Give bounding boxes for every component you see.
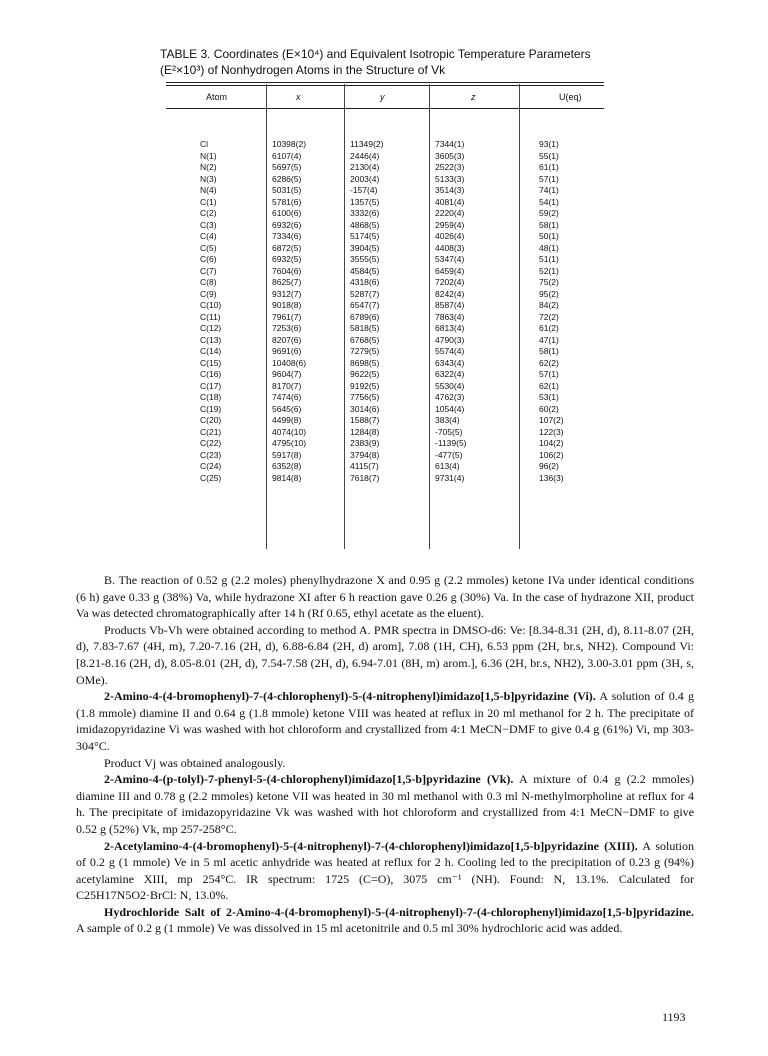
cell-x: 5781(6)	[272, 196, 302, 207]
cell-x: 4499(8)	[272, 415, 302, 425]
paragraph	[76, 904, 694, 937]
cell-y: 2446(4)	[350, 150, 380, 161]
table-row	[166, 346, 604, 358]
column-divider	[519, 84, 520, 549]
table-row	[166, 197, 604, 209]
cell-y: 9192(5)	[350, 380, 380, 391]
table-row	[166, 151, 604, 163]
cell-z: 3514(3)	[435, 185, 465, 195]
cell-z: -1139(5)	[435, 438, 467, 448]
paragraph-text: A solution of 0.4 g (1.8 mmole) diamine II and 0.64 g (1.8 mmole) ketone VIII was heated at reflux in 20 ml methanol for 2 h. The precipitate of imidazopyridazine Vi was washed with hot chloroform and crystallized from 4:1 MeCN−DMF to give 0.4 g (61%) Vi, mp 303-304°C.	[76, 689, 695, 753]
table-caption	[160, 46, 630, 78]
cell-atom: N(4)	[200, 185, 217, 195]
cell-atom: C(25)	[200, 472, 222, 483]
column-divider	[266, 84, 267, 549]
table-row	[166, 220, 604, 232]
table-row	[166, 289, 604, 301]
cell-x: 5697(5)	[272, 162, 302, 172]
paragraph-text: Product Vj was obtained analogously.	[104, 755, 286, 770]
paragraph	[76, 572, 694, 622]
paragraph	[76, 755, 694, 772]
cell-ueq: 84(2)	[539, 300, 559, 310]
cell-ueq: 62(2)	[539, 357, 559, 368]
table-row	[166, 450, 604, 462]
paragraph	[76, 688, 694, 754]
cell-x: 6107(4)	[272, 150, 302, 161]
header-atom: Atom	[206, 92, 228, 102]
cell-atom: C(2)	[200, 208, 217, 218]
cell-x: 7334(6)	[272, 231, 302, 241]
table-row	[166, 438, 604, 450]
cell-ueq: 54(1)	[539, 196, 559, 207]
cell-ueq: 106(2)	[539, 449, 564, 460]
cell-x: 9312(7)	[272, 288, 302, 299]
cell-y: 4115(7)	[350, 461, 379, 471]
cell-y: 3904(5)	[350, 242, 380, 253]
cell-z: 4408(3)	[435, 242, 465, 253]
cell-y: 6789(6)	[350, 311, 380, 322]
cell-ueq: 61(2)	[539, 323, 559, 333]
cell-atom: C(14)	[200, 346, 222, 356]
table-row	[166, 243, 604, 255]
table-row	[166, 427, 604, 439]
cell-z: 7863(4)	[435, 311, 465, 322]
cell-z: 9731(4)	[435, 472, 465, 483]
cell-x: 10398(2)	[272, 139, 307, 149]
cell-x: 6100(6)	[272, 208, 302, 218]
cell-atom: C(4)	[200, 231, 217, 241]
cell-y: 2003(4)	[350, 173, 380, 184]
cell-ueq: 57(1)	[539, 173, 559, 184]
table-row	[166, 300, 604, 312]
paragraph-heading: Hydrochloride Salt of 2-Amino-4-(4-bromophenyl)-5-(4-nitrophenyl)-7-(4-chlorophenyl)imidazo[1,5-b]pyridazine.	[104, 904, 694, 919]
cell-z: -705(5)	[435, 426, 463, 437]
table-row	[166, 185, 604, 197]
cell-ueq: 75(2)	[539, 277, 559, 287]
cell-y: -157(4)	[350, 185, 378, 195]
paragraph-heading: 2-Amino-4-(p-tolyl)-7-phenyl-5-(4-chlorophenyl)imidazo[1,5-b]pyridazine (Vk).	[104, 772, 514, 787]
cell-x: 6872(5)	[272, 242, 302, 253]
cell-ueq: 50(1)	[539, 231, 559, 241]
column-divider	[429, 84, 430, 549]
cell-y: 11349(2)	[350, 139, 384, 149]
cell-x: 7604(6)	[272, 265, 302, 276]
cell-z: 3605(3)	[435, 150, 465, 161]
page-number: 1193	[662, 1010, 686, 1024]
cell-atom: C(1)	[200, 196, 217, 207]
cell-x: 5917(8)	[272, 449, 302, 460]
cell-x: 7253(6)	[272, 323, 302, 333]
cell-atom: C(7)	[200, 265, 217, 276]
cell-x: 8625(7)	[272, 277, 302, 287]
cell-atom: C(17)	[200, 380, 222, 391]
cell-atom: C(15)	[200, 357, 222, 368]
cell-z: 4762(3)	[435, 392, 465, 402]
cell-atom: C(24)	[200, 461, 222, 471]
cell-z: 6343(4)	[435, 357, 465, 368]
cell-ueq: 96(2)	[539, 461, 559, 471]
cell-x: 4795(10)	[272, 438, 307, 448]
table-row	[166, 323, 604, 335]
cell-z: 4026(4)	[435, 231, 465, 241]
cell-y: 3014(6)	[350, 403, 380, 414]
paragraph-text: A sample of 0.2 g (1 mmole) Ve was dissolved in 15 ml acetonitrile and 0.5 ml 30% hydrochloric acid was added.	[76, 921, 623, 936]
cell-y: 5174(5)	[350, 231, 380, 241]
caption-line-2: (E²×10³) of Nonhydrogen Atoms in the Structure of Vk	[160, 63, 446, 77]
cell-atom: C(8)	[200, 277, 217, 287]
cell-y: 4318(6)	[350, 277, 380, 287]
paragraph-text: Products Vb-Vh were obtained according to method A. PMR spectra in DMSO-d6: Ve: [8.34-8.31 (2H, d), 8.11-8.07 (2H, d), 7.83-7.67 (4H, m), 7.20-7.16 (2H, d), 6.88-6.84 (2H, d) arom], 7.08 (1H, CH), 6.53 ppm (2H, br.s, NH2). Compound Vi: [8.21-8.16 (2H, d), 8.05-8.01 (2H, d), 7.54-7.58 (2H, d), 6.94-7.01 (8H, m) arom.], 6.36 (2H, br.s, NH2), 3.00-3.01 ppm (3H, s, OMe).	[76, 622, 694, 687]
cell-atom: C(5)	[200, 242, 217, 253]
cell-atom: C(9)	[200, 288, 217, 299]
cell-x: 7961(7)	[272, 311, 302, 322]
cell-x: 9814(8)	[272, 472, 302, 483]
cell-atom: C(6)	[200, 254, 217, 264]
cell-ueq: 57(1)	[539, 369, 559, 379]
cell-ueq: 55(1)	[539, 150, 559, 161]
paragraph	[76, 838, 694, 904]
table-row	[166, 404, 604, 416]
cell-ueq: 60(2)	[539, 403, 559, 414]
cell-atom: C(12)	[200, 323, 222, 333]
table-row	[166, 358, 604, 370]
cell-y: 7618(7)	[350, 472, 380, 483]
cell-z: 6813(4)	[435, 323, 465, 333]
header-x: x	[296, 92, 301, 102]
cell-y: 3794(8)	[350, 449, 380, 460]
paragraph-text: B. The reaction of 0.52 g (2.2 moles) phenylhydrazone X and 0.95 g (2.2 mmoles) ketone IVa under identical conditions (6 h) gave 0.33 g (38%) Va, while hydrazone XI after 6 h reaction gave 0.26 g (30%) Va. In the case of hydrazone XII, product Va was detected chromatographically after 14 h (Rf 0.65, ethyl acetate as the eluent).	[76, 573, 694, 621]
cell-z: 5574(4)	[435, 346, 465, 356]
cell-z: 2959(4)	[435, 219, 465, 230]
cell-y: 7756(5)	[350, 392, 380, 402]
paragraph	[76, 771, 694, 837]
table-row	[166, 139, 604, 151]
table-row	[166, 174, 604, 186]
table-row	[166, 277, 604, 289]
cell-ueq: 62(1)	[539, 380, 559, 391]
table-row	[166, 312, 604, 324]
cell-atom: C(23)	[200, 449, 222, 460]
cell-x: 6932(6)	[272, 219, 302, 230]
header-y: y	[380, 92, 385, 102]
cell-z: 8242(4)	[435, 288, 465, 299]
cell-atom: C(13)	[200, 334, 222, 345]
table-row	[166, 369, 604, 381]
cell-atom: C(20)	[200, 415, 222, 425]
cell-z: 5133(3)	[435, 173, 465, 184]
cell-ueq: 74(1)	[539, 185, 559, 195]
paragraph-heading: 2-Amino-4-(4-bromophenyl)-7-(4-chlorophenyl)-5-(4-nitrophenyl)imidazo[1,5-b]pyridazine (Vi).	[104, 689, 596, 704]
cell-ueq: 53(1)	[539, 392, 559, 402]
cell-z: 1054(4)	[435, 403, 465, 414]
table-header-row	[166, 86, 604, 108]
cell-atom: N(1)	[200, 150, 217, 161]
cell-ueq: 59(2)	[539, 208, 559, 218]
cell-z: 6322(4)	[435, 369, 465, 379]
table-row	[166, 162, 604, 174]
table-row	[166, 461, 604, 473]
cell-ueq: 93(1)	[539, 139, 559, 149]
table-row	[166, 254, 604, 266]
cell-atom: C(16)	[200, 369, 222, 379]
cell-x: 5031(5)	[272, 185, 302, 195]
cell-z: 8587(4)	[435, 300, 465, 310]
table-row	[166, 208, 604, 220]
cell-atom: Cl	[200, 139, 209, 149]
paragraph-text: A mixture of 0.4 g (2.2 mmoles) diamine III and 0.78 g (2.2 mmoles) ketone VII was heated in 30 ml methanol with 0.3 ml N-methylmorpholine at reflux for 4 h. The precipitate of imidazopyridazine Vk was washed with hot chloroform and crystallized from 4:1 MeCN−DMF to give 0.52 g (52%) Vk, mp 257-258°C.	[76, 772, 694, 836]
cell-y: 5287(7)	[350, 288, 380, 299]
cell-z: 5347(4)	[435, 254, 465, 264]
cell-z: 2220(4)	[435, 208, 465, 218]
cell-y: 2130(4)	[350, 162, 380, 172]
table-row	[166, 266, 604, 278]
cell-x: 10408(6)	[272, 357, 307, 368]
cell-x: 7474(6)	[272, 392, 302, 402]
table-row	[166, 381, 604, 393]
cell-y: 6768(5)	[350, 334, 380, 345]
header-ueq: U(eq)	[559, 92, 582, 102]
coordinates-table	[166, 82, 604, 549]
cell-x: 9604(7)	[272, 369, 302, 379]
caption-line-1: TABLE 3. Coordinates (E×10⁴) and Equivalent Isotropic Temperature Parameters	[160, 47, 591, 61]
cell-atom: C(19)	[200, 403, 222, 414]
cell-ueq: 51(1)	[539, 254, 559, 264]
cell-z: 7202(4)	[435, 277, 465, 287]
cell-ueq: 58(1)	[539, 219, 559, 230]
cell-z: -477(5)	[435, 449, 463, 460]
column-divider	[344, 84, 345, 549]
paragraph-text: A solution of 0.2 g (1 mmole) Ve in 5 ml acetic anhydride was heated at reflux for 2 h. Cooling led to the precipitation of 0.23 g (94%) acetylamine XIII, mp 254°C. IR spectrum: 1725 (C=O), 3075 cm⁻¹ (NH). Found: N, 13.1%. Calculated for C25H17N5O2·BrCl: N, 13.0%.	[76, 838, 694, 903]
cell-z: 6459(4)	[435, 265, 465, 276]
cell-y: 9622(5)	[350, 369, 380, 379]
cell-atom: N(3)	[200, 173, 217, 184]
cell-z: 613(4)	[435, 461, 460, 471]
cell-z: 4790(3)	[435, 334, 465, 345]
paragraph-heading: 2-Acetylamino-4-(4-bromophenyl)-5-(4-nitrophenyl)-7-(4-chlorophenyl)imidazo[1,5-b]pyridazine (XIII).	[104, 838, 638, 853]
cell-y: 1588(7)	[350, 415, 380, 425]
cell-y: 6547(7)	[350, 300, 380, 310]
paragraph	[76, 622, 694, 688]
cell-z: 2522(3)	[435, 162, 465, 172]
cell-x: 6286(5)	[272, 173, 302, 184]
cell-ueq: 104(2)	[539, 438, 564, 448]
cell-x: 5645(6)	[272, 403, 302, 414]
cell-y: 8698(5)	[350, 357, 380, 368]
cell-atom: C(21)	[200, 426, 222, 437]
cell-atom: C(22)	[200, 438, 222, 448]
cell-y: 1284(8)	[350, 426, 380, 437]
cell-x: 6352(8)	[272, 461, 302, 471]
cell-y: 3555(5)	[350, 254, 380, 264]
cell-ueq: 72(2)	[539, 311, 559, 322]
cell-y: 5818(5)	[350, 323, 380, 333]
cell-ueq: 107(2)	[539, 415, 564, 425]
cell-ueq: 47(1)	[539, 334, 559, 345]
cell-y: 3332(6)	[350, 208, 380, 218]
cell-y: 4584(5)	[350, 265, 380, 276]
table-row	[166, 335, 604, 347]
cell-x: 6932(5)	[272, 254, 302, 264]
cell-atom: C(18)	[200, 392, 222, 402]
table-row	[166, 392, 604, 404]
cell-x: 9691(6)	[272, 346, 302, 356]
body-text	[76, 572, 694, 937]
cell-z: 4081(4)	[435, 196, 465, 207]
cell-ueq: 48(1)	[539, 242, 559, 253]
cell-ueq: 122(3)	[539, 426, 564, 437]
header-z: z	[471, 92, 476, 102]
cell-y: 2383(9)	[350, 438, 380, 448]
cell-ueq: 95(2)	[539, 288, 559, 299]
cell-x: 8207(6)	[272, 334, 302, 345]
cell-x: 9018(8)	[272, 300, 302, 310]
table-body	[166, 109, 604, 549]
cell-ueq: 61(1)	[539, 162, 559, 172]
cell-ueq: 136(3)	[539, 472, 564, 483]
cell-atom: C(10)	[200, 300, 222, 310]
cell-z: 7344(1)	[435, 139, 465, 149]
cell-ueq: 58(1)	[539, 346, 559, 356]
table-row	[166, 473, 604, 485]
cell-atom: N(2)	[200, 162, 217, 172]
cell-x: 8170(7)	[272, 380, 302, 391]
table-row	[166, 415, 604, 427]
cell-y: 1357(5)	[350, 196, 380, 207]
cell-atom: C(11)	[200, 311, 221, 322]
cell-z: 383(4)	[435, 415, 460, 425]
cell-z: 5530(4)	[435, 380, 465, 391]
table-row	[166, 231, 604, 243]
cell-y: 7279(5)	[350, 346, 380, 356]
cell-ueq: 52(1)	[539, 265, 559, 276]
cell-atom: C(3)	[200, 219, 217, 230]
cell-y: 4868(5)	[350, 219, 380, 230]
cell-x: 4074(10)	[272, 426, 307, 437]
